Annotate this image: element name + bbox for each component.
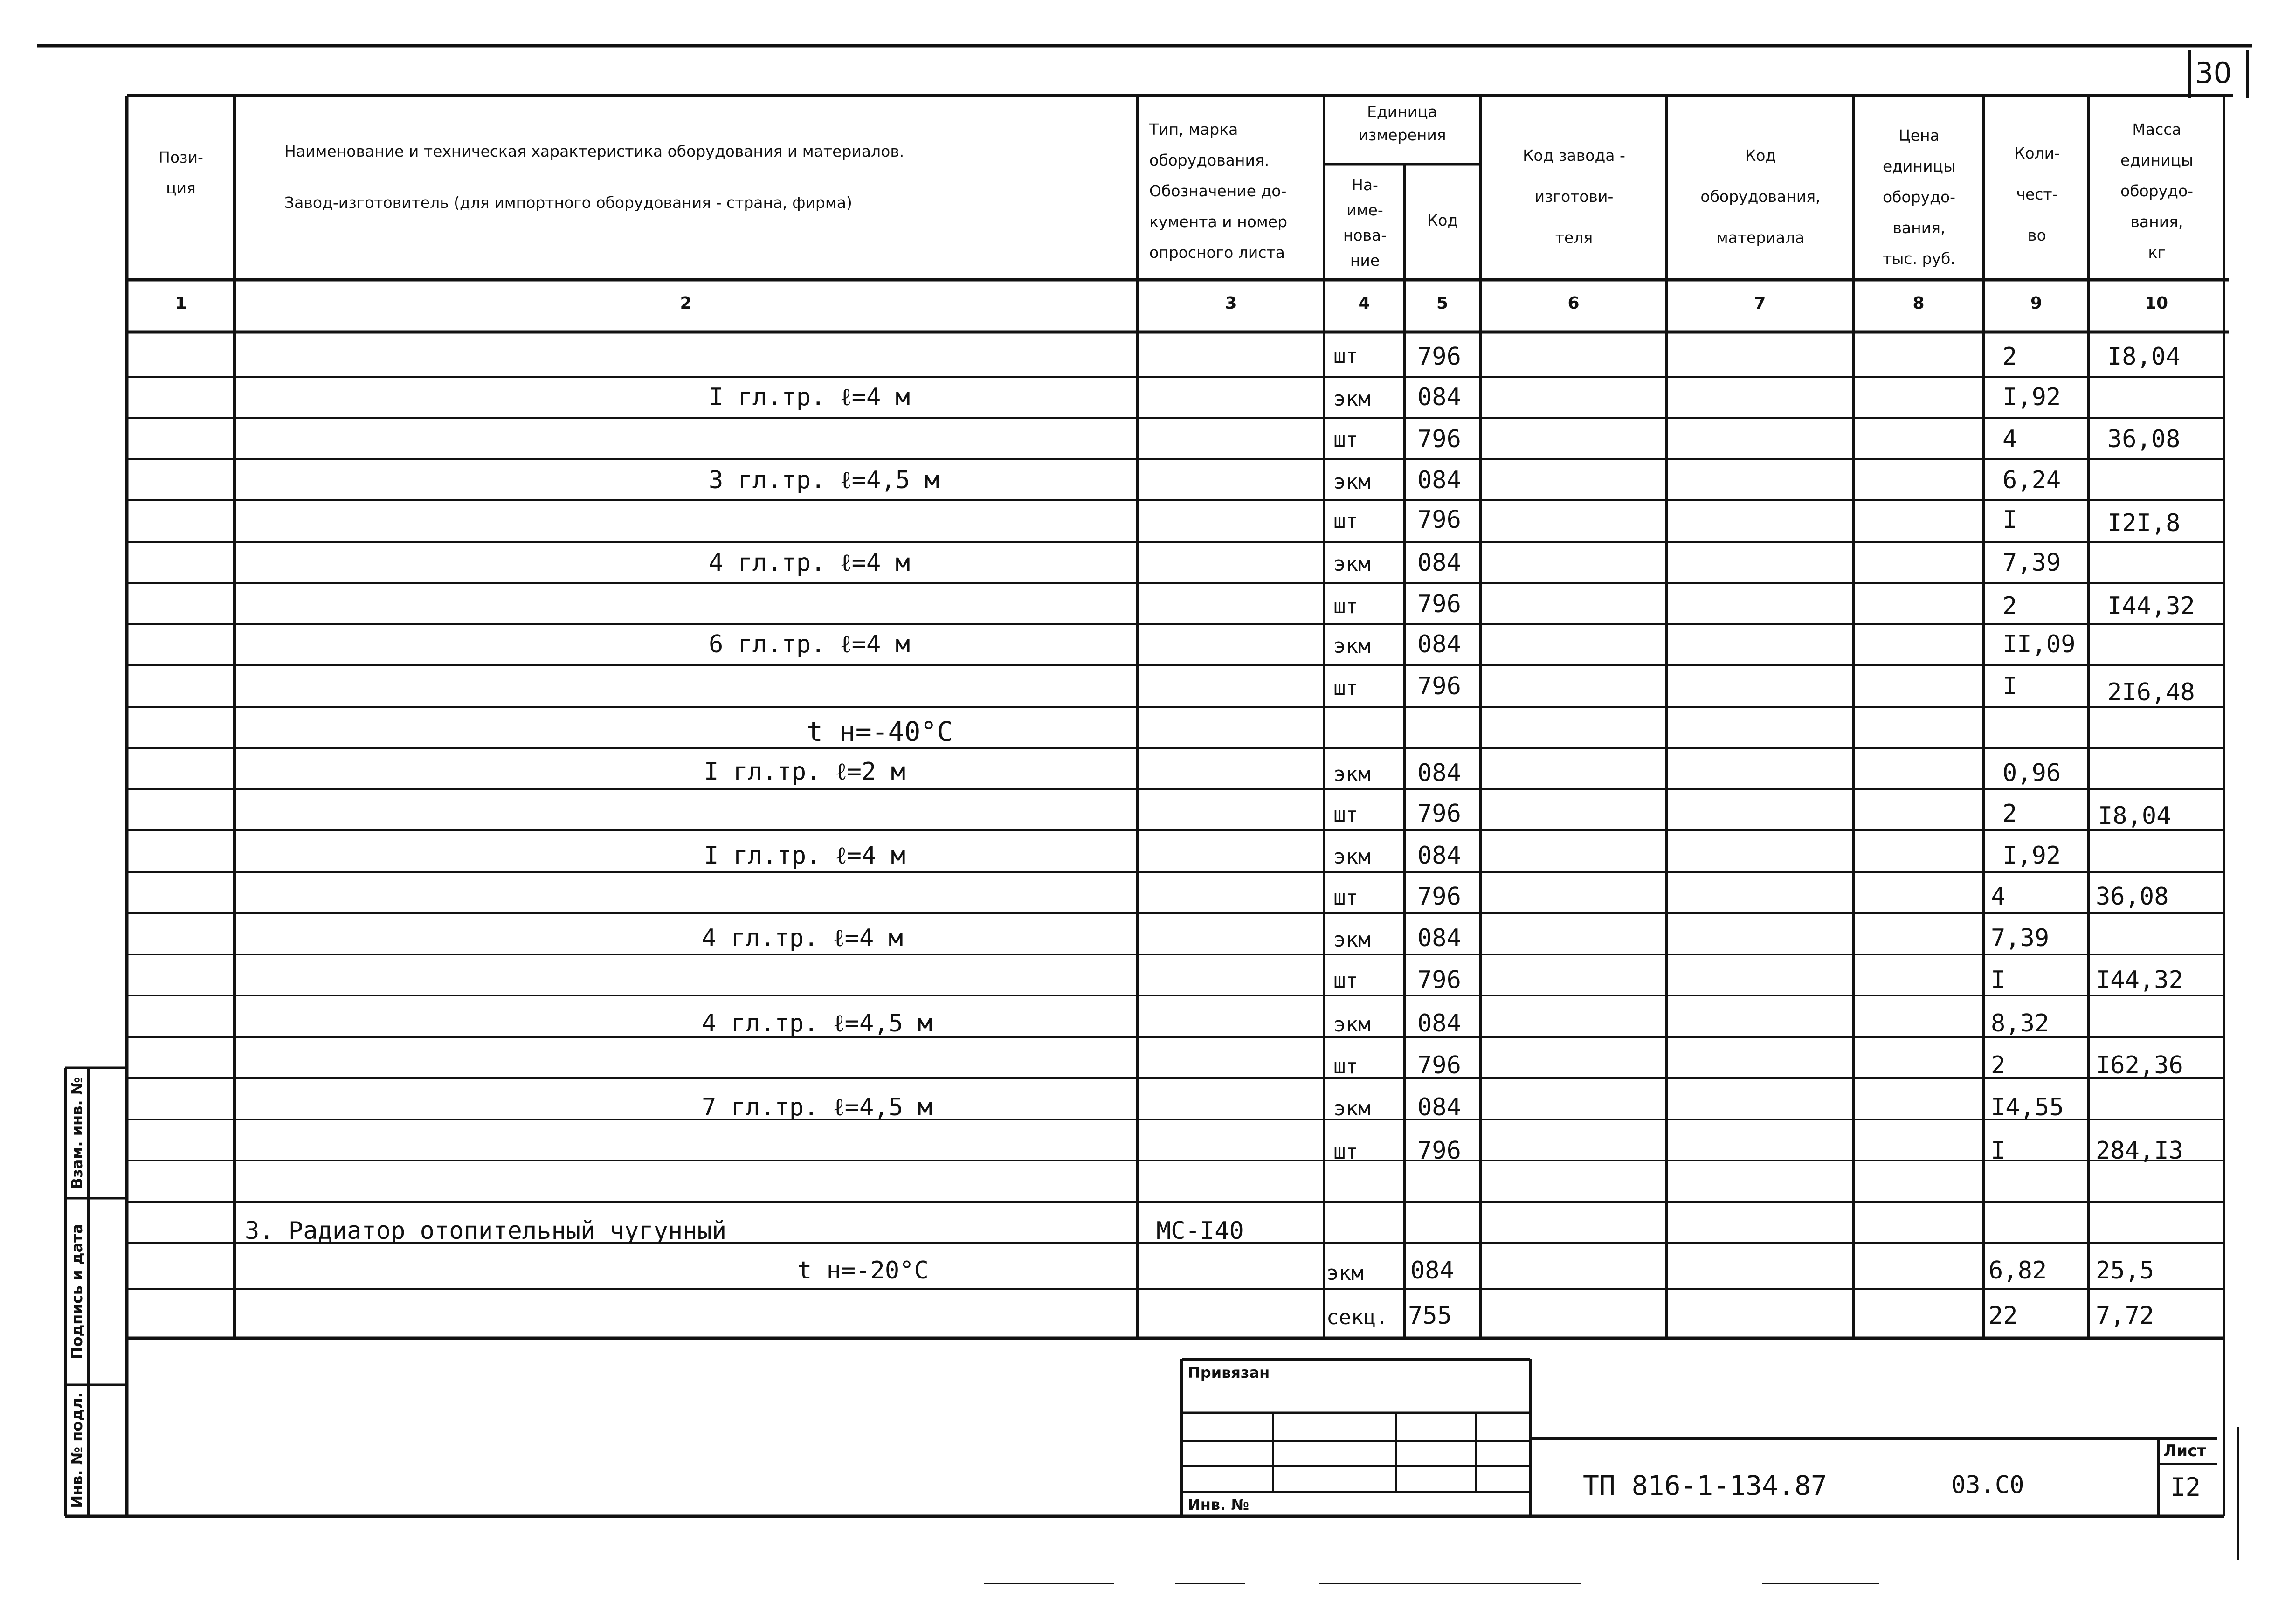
row-mass: I44,32 [2096, 966, 2183, 994]
row-qty: I,92 [2002, 842, 2061, 870]
row-mass: 25,5 [2096, 1257, 2154, 1285]
row-type: МС-I40 [1156, 1217, 1244, 1245]
side-label-podpis: Подпись и дата [68, 1223, 86, 1360]
header-factory-code: Код завода - изготови- теля [1523, 146, 1625, 247]
row-name: 6 гл.тр. ℓ=4 м [709, 630, 910, 658]
row-code: 084 [1417, 466, 1461, 494]
column-number: 7 [1754, 294, 1766, 313]
row-mass: I44,32 [2107, 592, 2195, 620]
page-number: 30 [2195, 56, 2232, 90]
sheet-code: 03.С0 [1951, 1471, 2024, 1499]
row-unit: шт [1333, 676, 1358, 700]
row-unit: секц. [1326, 1306, 1388, 1329]
side-label-vzam: Взам. инв. № [68, 1077, 86, 1189]
row-qty: I4,55 [1991, 1093, 2064, 1121]
row-unit: экм [1333, 845, 1371, 869]
row-name: 4 гл.тр. ℓ=4 м [702, 924, 903, 952]
row-unit: экм [1333, 552, 1371, 576]
header-unit-code: Код [1427, 211, 1458, 229]
row-unit: шт [1333, 344, 1358, 368]
row-qty: 6,24 [2002, 466, 2061, 494]
row-code: 796 [1417, 1051, 1461, 1079]
row-name: t н=-20°С [797, 1257, 929, 1285]
row-code: 755 [1408, 1302, 1452, 1330]
list-label: Лист [2163, 1442, 2206, 1460]
row-code: 796 [1417, 425, 1461, 453]
list-number: I2 [2170, 1472, 2201, 1502]
row-qty: I [1991, 1137, 2006, 1165]
column-number: 8 [1912, 294, 1925, 313]
row-code: 796 [1417, 506, 1461, 534]
row-mass: 284,I3 [2096, 1137, 2183, 1165]
row-code: 796 [1417, 883, 1461, 911]
row-code: 796 [1417, 966, 1461, 994]
row-code: 084 [1417, 630, 1461, 658]
row-qty: I [2002, 506, 2017, 534]
header-type: Тип, марка оборудования. Обозначение до- кумента и номер опросного листа [1149, 120, 1288, 262]
row-code: 084 [1417, 383, 1461, 411]
row-unit: экм [1333, 762, 1371, 786]
row-mass: I8,04 [2098, 802, 2171, 830]
header-equipment-code: Код оборудования, материала [1700, 146, 1821, 247]
row-code: 796 [1417, 800, 1461, 828]
row-qty: I,92 [2002, 383, 2061, 411]
header-name-line1: Наименование и техническая характеристика оборудования и материалов. [284, 142, 904, 160]
row-unit: шт [1333, 1140, 1358, 1164]
row-code: 084 [1417, 842, 1461, 870]
row-qty: 2 [2002, 343, 2017, 371]
row-mass: 2I6,48 [2107, 678, 2195, 706]
row-qty: 6,82 [1988, 1257, 2047, 1285]
stamp-inv-no: Инв. № [1188, 1496, 1249, 1513]
row-unit: шт [1333, 886, 1358, 910]
header-unit-group: Единица измерения [1358, 103, 1446, 144]
row-unit: экм [1333, 387, 1371, 411]
row-name: I гл.тр. ℓ=4 м [709, 383, 910, 411]
row-code: 796 [1417, 1137, 1461, 1165]
row-qty: I [2002, 672, 2017, 700]
row-name: I гл.тр. ℓ=2 м [704, 758, 905, 786]
row-qty: 7,39 [2002, 549, 2061, 577]
row-qty: 2 [2002, 592, 2017, 620]
row-unit: шт [1333, 803, 1358, 827]
row-name: I гл.тр. ℓ=4 м [704, 842, 905, 870]
header-unit-name: На- име- нова- ние [1343, 176, 1387, 270]
row-unit: шт [1333, 594, 1358, 618]
side-label-inv-podl: Инв. № подл. [68, 1392, 86, 1508]
row-mass: 36,08 [2096, 883, 2169, 911]
row-unit: экм [1333, 1013, 1371, 1037]
row-qty: 8,32 [1991, 1009, 2050, 1037]
column-number: 1 [175, 294, 187, 313]
row-code: 796 [1417, 672, 1461, 700]
row-unit: шт [1333, 1055, 1358, 1078]
row-unit: шт [1333, 969, 1358, 993]
column-number: 6 [1567, 294, 1580, 313]
row-mass: 7,72 [2096, 1302, 2154, 1330]
row-unit: экм [1333, 634, 1371, 658]
column-number: 2 [680, 294, 692, 313]
column-number: 4 [1358, 294, 1370, 313]
column-number: 5 [1436, 294, 1449, 313]
row-code: 084 [1417, 549, 1461, 577]
header-mass: Масса единицы оборудо- вания, кг [2120, 120, 2194, 262]
row-name: 3. Радиатор отопительный чугунный [245, 1217, 727, 1245]
row-unit: экм [1326, 1261, 1364, 1285]
column-number: 10 [2144, 294, 2168, 313]
row-unit: экм [1333, 928, 1371, 952]
row-code: 796 [1417, 343, 1461, 371]
row-mass: I62,36 [2096, 1051, 2183, 1079]
row-name: 4 гл.тр. ℓ=4,5 м [702, 1009, 932, 1037]
row-name: t н=-40°С [807, 716, 953, 747]
row-qty: 2 [1991, 1051, 2006, 1079]
row-unit: экм [1333, 470, 1371, 494]
row-unit: шт [1333, 428, 1358, 452]
row-code: 084 [1417, 1093, 1461, 1121]
header-position: Пози- ция [159, 148, 203, 197]
row-mass: 36,08 [2107, 425, 2181, 453]
column-number: 9 [2030, 294, 2043, 313]
column-number: 3 [1225, 294, 1237, 313]
row-qty: 7,39 [1991, 924, 2050, 952]
row-code: 084 [1417, 1009, 1461, 1037]
row-code: 084 [1417, 759, 1461, 787]
row-unit: экм [1333, 1097, 1371, 1120]
row-mass: I2I,8 [2107, 509, 2181, 537]
header-quantity: Коли- чест- во [2014, 144, 2060, 244]
row-name: 7 гл.тр. ℓ=4,5 м [702, 1093, 932, 1121]
row-code: 084 [1417, 924, 1461, 952]
row-qty: 22 [1988, 1302, 2018, 1330]
row-qty: 2 [2002, 800, 2017, 828]
stamp-privyazan: Привязан [1188, 1364, 1270, 1382]
row-name: 3 гл.тр. ℓ=4,5 м [709, 466, 939, 494]
row-code: 084 [1410, 1257, 1454, 1285]
row-qty: 0,96 [2002, 759, 2061, 787]
row-qty: I [1991, 966, 2006, 994]
row-name: 4 гл.тр. ℓ=4 м [709, 549, 910, 577]
row-qty: II,09 [2002, 630, 2076, 658]
row-qty: 4 [1991, 883, 2006, 911]
header-price: Цена единицы оборудо- вания, тыс. руб. [1882, 126, 1956, 268]
row-unit: шт [1333, 509, 1358, 533]
row-qty: 4 [2002, 425, 2017, 453]
doc-code: ТП 816-1-134.87 [1583, 1470, 1827, 1501]
header-name-line2: Завод-изготовитель (для импортного оборудования - страна, фирма) [284, 193, 852, 212]
row-code: 796 [1417, 590, 1461, 618]
row-mass: I8,04 [2107, 343, 2181, 371]
